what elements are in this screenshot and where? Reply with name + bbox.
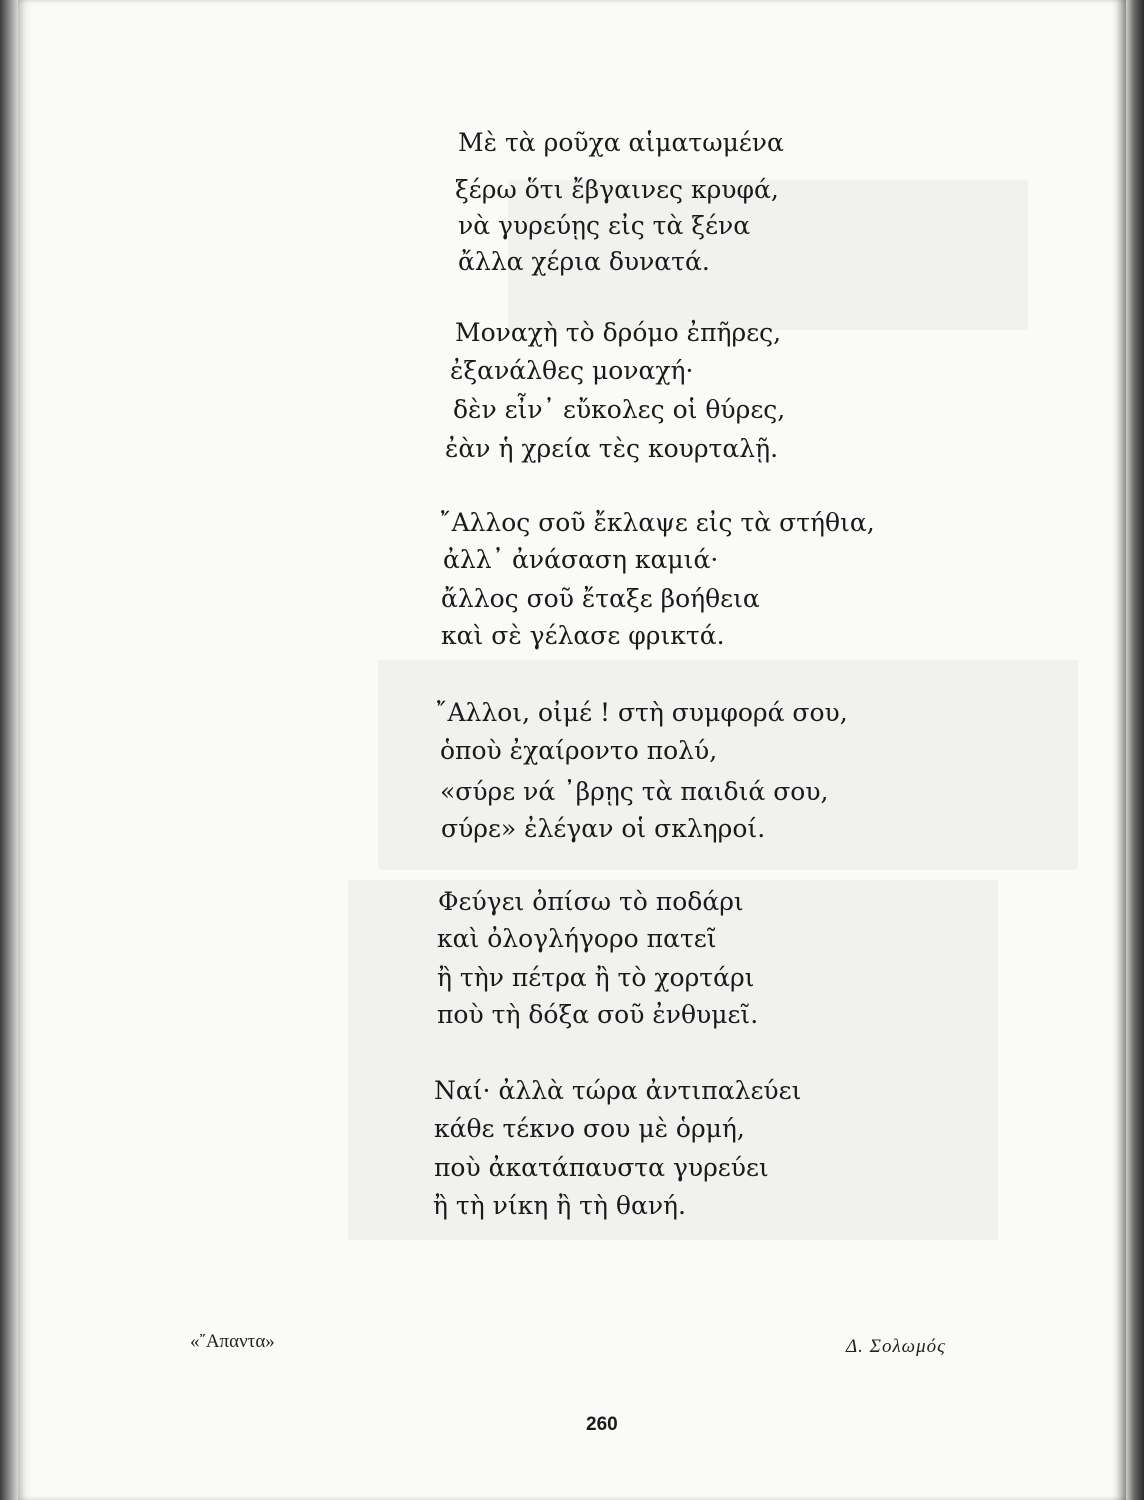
poem-line: δὲν εἶν᾿ εὔκολες οἱ θύρες, xyxy=(453,395,786,424)
poem-line: ἀλλ᾿ ἀνάσαση καμιά· xyxy=(443,545,719,574)
poem-line: ξέρω ὅτι ἔβγαινες κρυφά, xyxy=(455,175,779,204)
poem-line: κάθε τέκνο σου μὲ ὁρμή, xyxy=(434,1114,745,1143)
page-number: 260 xyxy=(586,1414,618,1435)
poem-line: ἄλλα χέρια δυνατά. xyxy=(458,247,710,276)
poem-line: ποὺ τὴ δόξα σοῦ ἐνθυμεῖ. xyxy=(437,1000,759,1029)
poem-line: ἄλλος σοῦ ἔταξε βοήθεια xyxy=(441,584,760,613)
poem-line: νὰ γυρεύῃς εἰς τὰ ξένα xyxy=(458,211,751,240)
poem-line: ἐὰν ἡ χρεία τὲς κουρταλῇ. xyxy=(445,434,779,463)
source-citation: «῎Απαντα» xyxy=(190,1331,275,1352)
poem-line: Φεύγει ὀπίσω τὸ ποδάρι xyxy=(438,887,744,916)
author-name: Δ. Σολωμός xyxy=(846,1336,946,1357)
poem-line: σύρε» ἐλέγαν οἱ σκληροί. xyxy=(441,814,766,843)
poem-line: «σύρε νά ᾿βρῃς τὰ παιδιά σου, xyxy=(440,777,829,806)
poem-line: Μὲ τὰ ροῦχα αἱματωμένα xyxy=(458,128,784,157)
poem-line: Μοναχὴ τὸ δρόμο ἐπῆρες, xyxy=(455,318,782,347)
poem-line: καὶ ὀλογλήγορο πατεῖ xyxy=(437,924,717,953)
poem-line: ἢ τὴ νίκη ἢ τὴ θανή. xyxy=(433,1191,686,1220)
poem-line: ῎Αλλοι, οἰμέ ! στὴ συμφορά σου, xyxy=(435,698,848,727)
poem-line: ποὺ ἀκατάπαυστα γυρεύει xyxy=(434,1153,769,1182)
poem-line: Ναί· ἀλλὰ τώρα ἀντιπαλεύει xyxy=(434,1076,802,1105)
poem-line: ῎Αλλος σοῦ ἔκλαψε εἰς τὰ στήθια, xyxy=(439,508,875,537)
poem-line: ἐξανάλθες μοναχή· xyxy=(450,356,694,385)
poem-line: καὶ σὲ γέλασε φρικτά. xyxy=(441,621,725,650)
poem-line: ἢ τὴν πέτρα ἢ τὸ χορτάρι xyxy=(437,963,755,992)
poem-line: ὁποὺ ἐχαίροντο πολύ, xyxy=(440,736,718,765)
